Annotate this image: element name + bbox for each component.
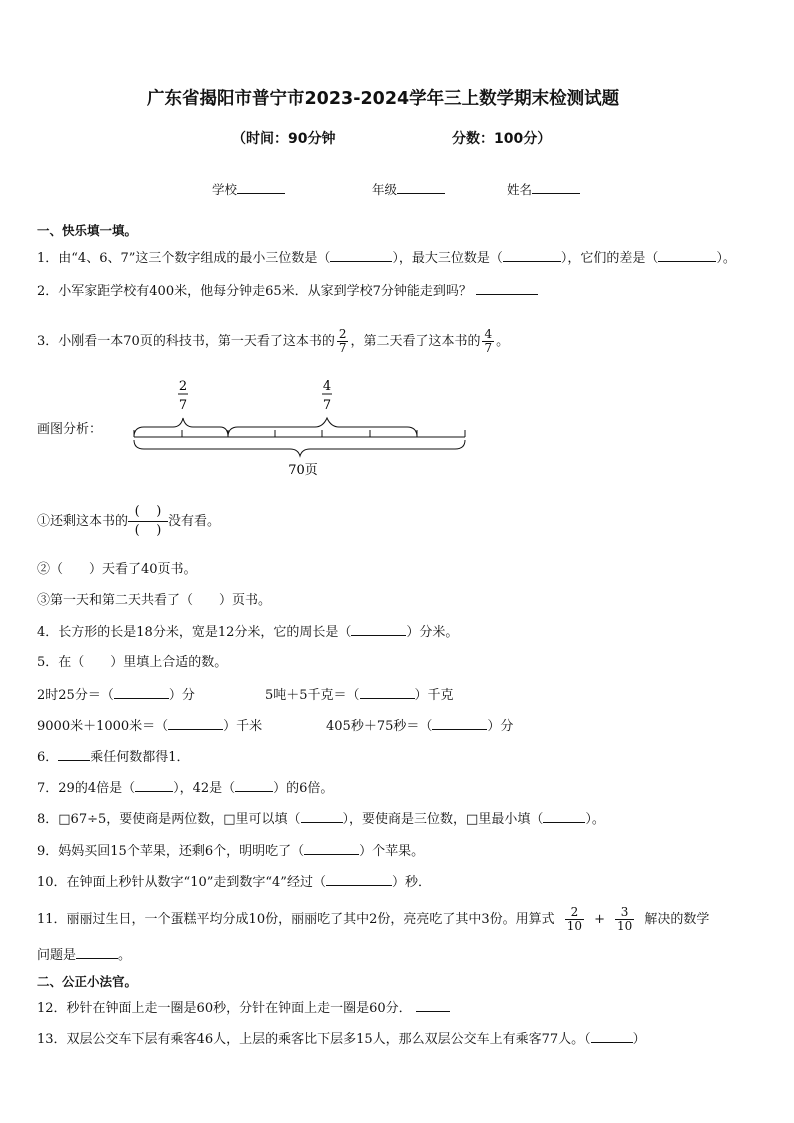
q5-row2-right [326, 717, 513, 736]
school-field [212, 181, 285, 199]
question-7 [37, 779, 333, 798]
bar-diagram [125, 372, 475, 482]
q3-fraction-1 [337, 328, 349, 355]
q3-sub1-num-paren: ( ) [128, 503, 168, 522]
q5-blank-2[interactable] [360, 686, 415, 699]
question-5: 5．在（ ）里填上合适的数。 [37, 655, 228, 670]
q3-sub-3: ③第一天和第二天共看了（ ）页书。 [37, 593, 272, 608]
q1-blank-2[interactable] [503, 249, 561, 262]
q10-text-a: 10．在钟面上秒针从数字“10”走到数字“4”经过（ [37, 875, 326, 890]
q13-text-a: 13．双层公交车下层有乘客46人，上层的乘客比下层多15人，那么双层公交车上有乘客77人。（ [37, 1032, 591, 1047]
q5-r2c: 405秒＋75秒＝（ [326, 719, 433, 734]
q7-blank-1[interactable] [135, 779, 173, 792]
q1-blank-1[interactable] [330, 249, 392, 262]
section2-title: 二、公正小法官。 [37, 974, 138, 989]
q5-row2-left [37, 717, 262, 736]
q5-r2d: ）分 [487, 719, 514, 734]
brace-day1 [134, 418, 228, 437]
diagram-label: 画图分析： [37, 422, 103, 437]
q2-blank[interactable] [476, 282, 538, 295]
q3-text-a: 3．小刚看一本70页的科技书，第一天看了这本书的 [37, 334, 335, 349]
q9-text-b: ）个苹果。 [359, 844, 425, 859]
q8-text-a: 8．□67÷5，要使商是两位数，□里可以填（ [37, 812, 301, 827]
q3-f1-denominator: 7 [338, 341, 347, 355]
q1-text-b: ），最大三位数是（ [392, 251, 503, 266]
q1-blank-3[interactable] [658, 249, 716, 262]
q11-plus: + [594, 912, 605, 927]
q5-blank-3[interactable] [168, 717, 223, 730]
q11-f2-numerator: 3 [615, 906, 634, 920]
q12-blank[interactable] [416, 999, 450, 1012]
q11-text-b: 解决的数学 [644, 912, 710, 927]
page-title: 广东省揭阳市普宁市2023-2024学年三上数学期末检测试题 [147, 89, 620, 109]
q5-blank-4[interactable] [432, 717, 487, 730]
q7-text-c: ）的6倍。 [273, 781, 334, 796]
q8-blank-1[interactable] [301, 810, 343, 823]
q11-blank[interactable] [76, 946, 118, 959]
q3-sub-2: ②（ ）天看了40页书。 [37, 562, 197, 577]
top-frac2-denominator: 7 [322, 398, 332, 413]
q1-text-d: ）。 [716, 251, 736, 266]
q7-blank-2[interactable] [235, 779, 273, 792]
name-field [507, 181, 580, 199]
q4-text-b: ）分米。 [406, 625, 459, 640]
q3-sub1-fraction[interactable] [128, 503, 168, 540]
q13-text-b: ） [632, 1032, 646, 1047]
question-12 [37, 999, 450, 1018]
grade-blank[interactable] [397, 181, 445, 194]
q8-text-c: ）。 [585, 812, 605, 827]
q5-r1c: 5吨＋5千克＝（ [265, 688, 360, 703]
grade-label: 年级 [372, 182, 398, 197]
q10-text-b: ）秒． [391, 875, 431, 890]
q6-text-a: 6． [37, 750, 59, 765]
q9-blank[interactable] [304, 842, 359, 855]
q4-blank[interactable] [351, 623, 406, 636]
q2-text: 2．小军家距学校有400米，他每分钟走65米．从家到学校7分钟能走到吗？ [37, 284, 472, 299]
q5-r1d: ）千克 [414, 688, 454, 703]
q8-text-b: ），要使商是三位数，□里最小填（ [342, 812, 544, 827]
question-13 [37, 1030, 646, 1049]
total-label: 70页 [288, 463, 318, 478]
q11-fraction-2 [615, 906, 634, 933]
q3-f2-numerator: 4 [484, 327, 493, 341]
top-fraction-2 [322, 379, 332, 413]
q5-row1-right [265, 686, 454, 705]
question-4 [37, 623, 458, 642]
score-info: 分数：100分） [452, 131, 552, 147]
q3-sub1-den-paren: ( ) [134, 523, 162, 538]
q4-text-a: 4．长方形的长是18分米，宽是12分米，它的周长是（ [37, 625, 352, 640]
q11-text-a: 11．丽丽过生日，一个蛋糕平均分成10份，丽丽吃了其中2份，亮亮吃了其中3份。用算式 [37, 912, 555, 927]
q5-row1-left [37, 686, 195, 705]
question-1 [37, 249, 736, 268]
q11-fraction-1 [565, 906, 584, 933]
q1-text-c: ），它们的差是（ [560, 251, 659, 266]
q3-text-b: ，第二天看了这本书的 [350, 334, 481, 349]
q11-f1-denominator: 10 [566, 919, 583, 933]
q8-blank-2[interactable] [543, 810, 585, 823]
q7-text-b: ），42是（ [173, 781, 236, 796]
school-label: 学校 [212, 182, 238, 197]
question-9 [37, 842, 424, 861]
section1-title: 一、快乐填一填。 [37, 223, 138, 238]
question-3 [37, 328, 509, 355]
q11-f2-denominator: 10 [616, 919, 633, 933]
question-2 [37, 282, 538, 301]
q9-text-a: 9．妈妈买回15个苹果，还剩6个，明明吃了（ [37, 844, 305, 859]
brace-total [134, 440, 465, 456]
q6-text-b: 乘任何数都得1． [90, 750, 190, 765]
question-8 [37, 810, 605, 829]
time-info: （时间：90分钟 [232, 131, 336, 147]
name-blank[interactable] [532, 181, 580, 194]
q13-blank[interactable] [591, 1030, 633, 1043]
q7-text-a: 7．29的4倍是（ [37, 781, 136, 796]
q3-f2-denominator: 7 [484, 341, 493, 355]
top-frac1-numerator: 2 [178, 379, 188, 394]
q5-blank-1[interactable] [114, 686, 169, 699]
top-fraction-1 [178, 379, 188, 413]
q5-r1a: 2时25分＝（ [37, 688, 114, 703]
q11-f1-numerator: 2 [565, 906, 584, 920]
q3-sub-1 [37, 500, 220, 544]
grade-field [372, 181, 445, 199]
q10-blank[interactable] [326, 873, 392, 886]
q3-f1-numerator: 2 [338, 327, 347, 341]
school-blank[interactable] [237, 181, 285, 194]
q5-r2b: ）千米 [223, 719, 263, 734]
top-frac1-denominator: 7 [178, 398, 188, 413]
q1-text-a: 1．由“4、6、7”这三个数字组成的最小三位数是（ [37, 251, 331, 266]
q11-text-d: 。 [118, 948, 132, 963]
question-11-cont [37, 946, 131, 965]
q3-sub1-text-a: ①还剩这本书的 [37, 514, 129, 529]
q3-sub1-text-b: 没有看。 [168, 514, 221, 529]
name-label: 姓名 [507, 182, 533, 197]
question-10 [37, 873, 431, 892]
q6-blank[interactable] [58, 748, 90, 761]
q11-text-c: 问题是 [37, 948, 77, 963]
question-6 [37, 748, 190, 767]
q3-fraction-2 [482, 328, 494, 355]
q3-text-c: 。 [496, 334, 510, 349]
top-frac2-numerator: 4 [322, 379, 332, 394]
question-11 [37, 903, 709, 937]
q5-r1b: ）分 [168, 688, 195, 703]
q5-r2a: 9000米＋1000米＝（ [37, 719, 169, 734]
q12-text: 12．秒针在钟面上走一圈是60秒，分针在钟面上走一圈是60分． [37, 1001, 412, 1016]
